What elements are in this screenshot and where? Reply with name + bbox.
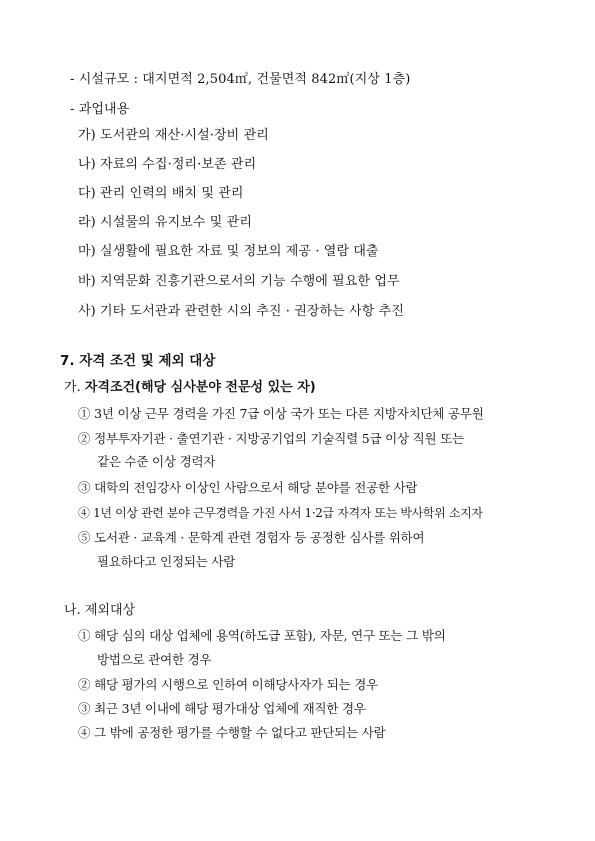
exclusion-item-continued: 방법으로 관여한 경우 [97, 652, 212, 667]
qualification-label: 자격조건(해당 심사분야 전문성 있는 자) [84, 380, 316, 395]
qualification-item: ③ 대학의 전임강사 이상인 사람으로서 해당 분야를 전공한 사람 [78, 480, 418, 495]
exclusion-item: ④ 그 밖에 공정한 평가를 수행할 수 없다고 판단되는 사람 [78, 725, 386, 740]
qualification-item: ④ 1년 이상 관련 분야 근무경력을 가진 사서 1·2급 자격자 또는 박사학위 소지자 [78, 506, 483, 520]
task-item: 사) 기타 도서관과 관련한 시의 추진 · 권장하는 사항 추진 [78, 304, 404, 319]
tasks-heading: - 과업내용 [70, 102, 130, 117]
qualification-item: ① 3년 이상 근무 경력을 가진 7급 이상 국가 또는 다른 지방자치단체 공무원 [78, 406, 484, 421]
section-title: 7. 자격 조건 및 제외 대상 [60, 353, 216, 369]
task-item: 바) 지역문화 진흥기관으로서의 기능 수행에 필요한 업무 [78, 274, 400, 289]
facility-scale-line: - 시설규모 : 대지면적 2,504㎡, 건물면적 842㎡(지상 1층) [70, 72, 411, 87]
exclusion-item: ② 해당 평가의 시행으로 인하여 이해당사자가 되는 경우 [78, 677, 378, 692]
exclusion-item: ① 해당 심의 대상 업체에 용역(하도급 포함), 자문, 연구 또는 그 밖의 [78, 628, 446, 643]
qualification-item: ⑤ 도서관 · 교육계 · 문학계 관련 경험자 등 공정한 심사를 위하여 [78, 530, 425, 545]
task-item: 나) 자료의 수집·정리·보존 관리 [78, 157, 257, 172]
task-item: 마) 실생활에 필요한 자료 및 정보의 제공 · 열람 대출 [78, 244, 379, 259]
qualification-item: ② 정부투자기관 · 출연기관 · 지방공기업의 기술직렬 5급 이상 직원 또는 [78, 431, 464, 446]
exclusion-heading: 나. 제외대상 [64, 603, 136, 618]
qualification-item-continued: 필요하다고 인정되는 사람 [97, 554, 236, 569]
qualification-item-continued: 같은 수준 이상 경력자 [97, 454, 216, 469]
task-item: 라) 시설물의 유지보수 및 관리 [78, 215, 252, 230]
exclusion-item: ③ 최근 3년 이내에 해당 평가대상 업체에 재직한 경우 [78, 701, 366, 716]
task-item: 가) 도서관의 재산·시설·장비 관리 [78, 128, 269, 143]
qualification-heading [64, 380, 316, 396]
task-item: 다) 관리 인력의 배치 및 관리 [78, 186, 244, 201]
qualification-prefix: 가. [64, 380, 85, 395]
